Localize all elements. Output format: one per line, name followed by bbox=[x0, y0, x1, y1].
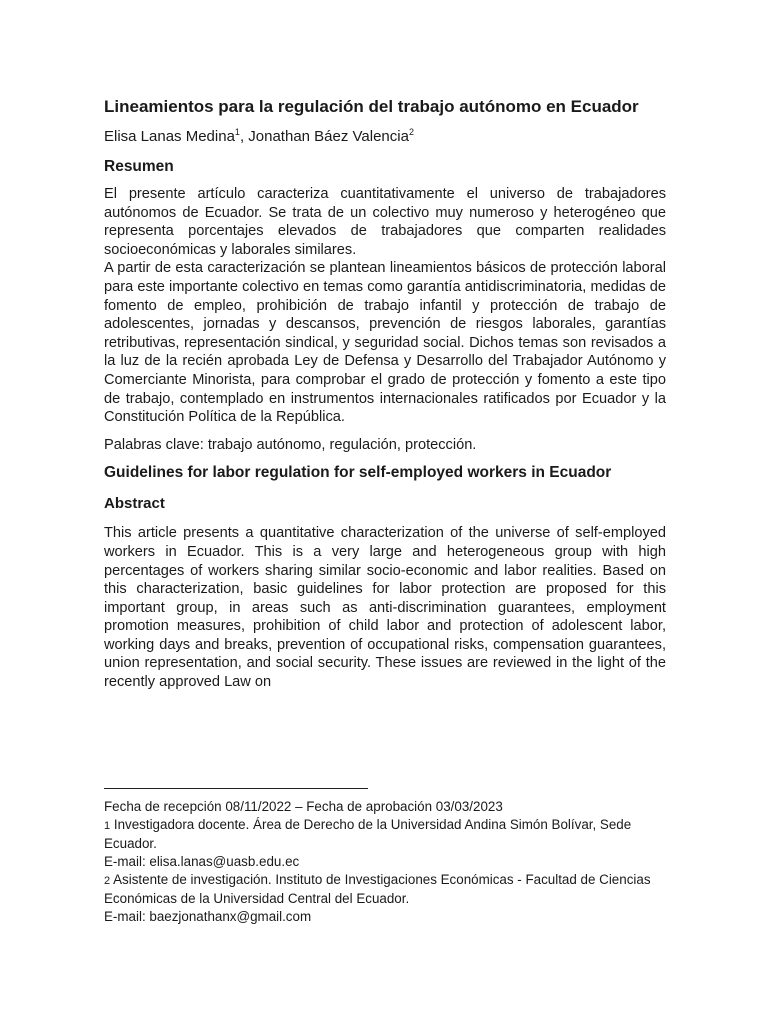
author-line bbox=[104, 127, 666, 147]
footnote-1-email[interactable]: E-mail: elisa.lanas@uasb.edu.ec bbox=[104, 854, 300, 869]
abstract-heading: Abstract bbox=[104, 495, 165, 513]
author-separator: , bbox=[239, 128, 249, 145]
keywords: Palabras clave: trabajo autónomo, regulación, protección. bbox=[104, 436, 477, 453]
author-1-name: Elisa Lanas Medina bbox=[104, 128, 235, 145]
author-2-name: Jonathan Báez Valencia bbox=[248, 128, 409, 145]
article-title-es: Lineamientos para la regulación del trabajo autónomo en Ecuador bbox=[104, 97, 639, 116]
resumen-paragraph-2: A partir de esta caracterización se plantean lineamientos básicos de protección laboral para este importante colectivo en temas como garantía antidiscriminatoria, medidas de fomento de empleo, prohibición de trabajo infantil y protección de trabajo de adolescentes, jornadas y descansos, prevención de riesgos laborales, garantías retributivas, representación sindical, y seguridad social. Dichos temas son revisados a la luz de la recién aprobada Ley de Defensa y Desarrollo del Trabajador Autónomo y Comerciante Minorista, para comprobar el grado de protección y fomento a este tipo de trabajo, contemplado en instrumentos internacionales ratificados por Ecuador y la Constitución Política de la República. bbox=[104, 260, 666, 426]
footnote-2-text: Asistente de investigación. Instituto de Investigaciones Económicas - Facultad de Ciencias Económicas de la Universidad Central del Ecuador. bbox=[104, 872, 651, 906]
author-1-footnote-marker: 1 bbox=[234, 127, 240, 137]
footnote-1-text: Investigadora docente. Área de Derecho de la Universidad Andina Simón Bolívar, Sede Ecuador. bbox=[104, 817, 632, 851]
footnote-separator bbox=[104, 788, 368, 789]
article-body bbox=[104, 96, 666, 692]
footnote-2-marker: 2 bbox=[104, 875, 111, 887]
resumen-paragraph-1: El presente artículo caracteriza cuantitativamente el universo de trabajadores autónomos de Ecuador. Se trata de un colectivo muy numeroso y heterogéneo que representa porcentajes elevados de trabajadores que comparten realidades socioeconómicas y laborales similares. bbox=[104, 186, 666, 258]
abstract-text: This article presents a quantitative characterization of the universe of self-employed workers in Ecuador. This is a very large and heterogeneous group with high percentages of workers sharing similar socio-economic and labor realities. Based on this characterization, basic guidelines for labor protection are proposed for this important group, in areas such as anti-discrimination guarantees, employment promotion measures, prohibition of child labor and protection of adolescent labor, working days and breaks, prevention of occupational risks, compensation guarantees, union representation, and social security. These issues are reviewed in the light of the recently approved Law on bbox=[104, 525, 666, 691]
article-title-en: Guidelines for labor regulation for self-employed workers in Ecuador bbox=[104, 464, 612, 482]
footnote-2-email[interactable]: E-mail: baezjonathanx@gmail.com bbox=[104, 909, 312, 924]
footnote-1 bbox=[104, 816, 666, 853]
author-2-footnote-marker: 2 bbox=[408, 127, 414, 137]
reception-approval-dates: Fecha de recepción 08/11/2022 – Fecha de aprobación 03/03/2023 bbox=[104, 799, 503, 814]
footnote-1-marker: 1 bbox=[104, 820, 111, 832]
resumen-heading: Resumen bbox=[104, 158, 174, 175]
footnotes bbox=[104, 798, 666, 926]
footnote-2 bbox=[104, 871, 666, 908]
